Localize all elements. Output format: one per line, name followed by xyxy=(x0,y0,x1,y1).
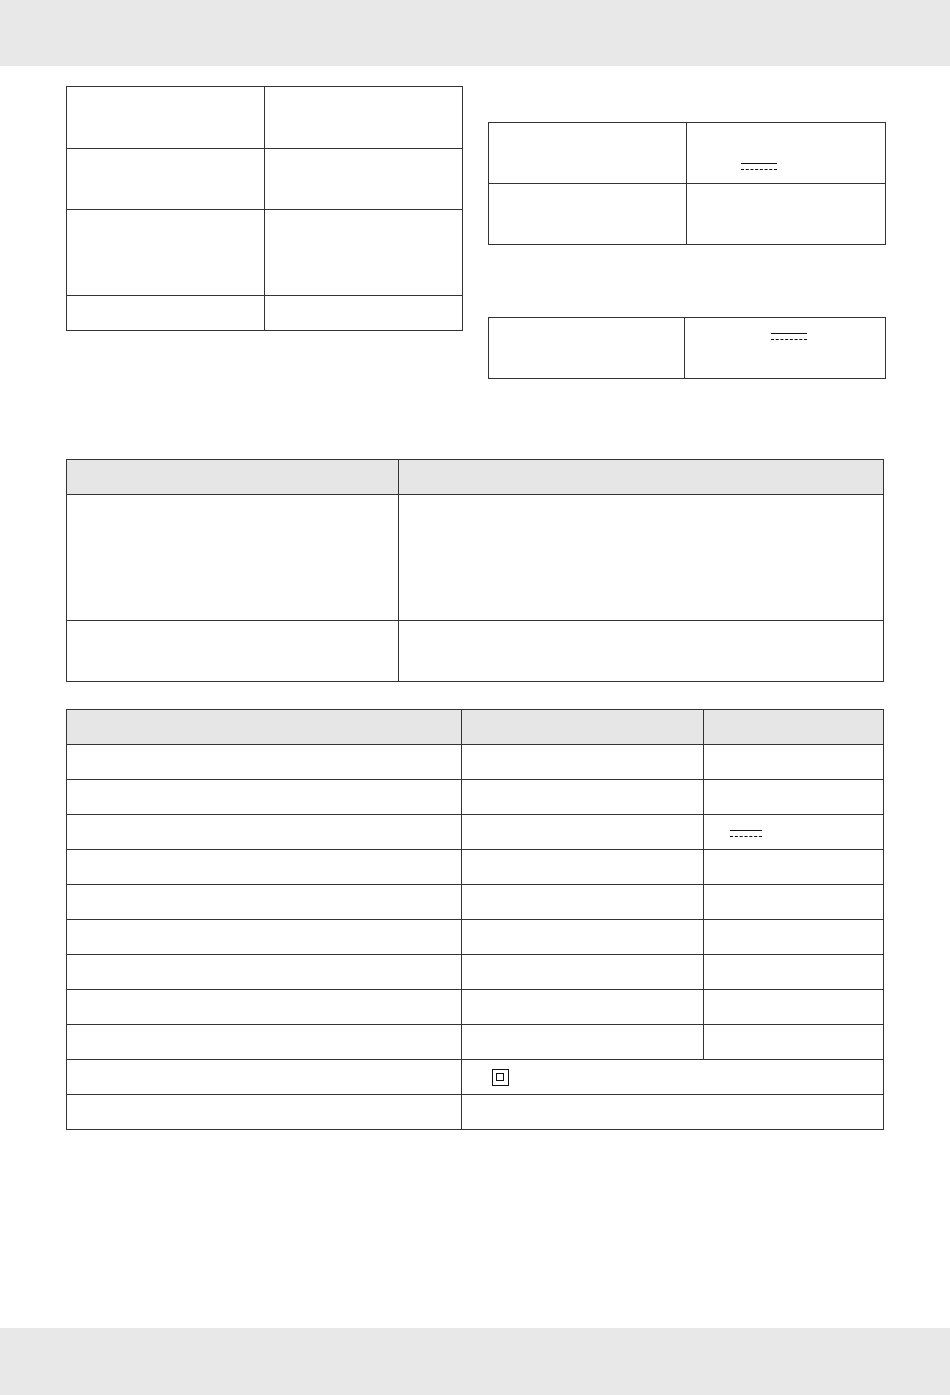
table-row xyxy=(67,87,463,149)
table-cell xyxy=(462,850,704,885)
table-cell xyxy=(67,955,462,990)
table-cell xyxy=(67,920,462,955)
table-cell xyxy=(265,87,463,149)
table-cell xyxy=(704,780,884,815)
table-cell xyxy=(67,296,265,331)
table-cell xyxy=(462,815,704,850)
table-cell xyxy=(462,990,704,1025)
table-row xyxy=(489,318,886,379)
table-cell xyxy=(489,184,687,245)
table-cell xyxy=(489,123,687,184)
table-cell xyxy=(687,123,886,184)
spec-table-top-left xyxy=(66,86,463,331)
table-header-cell xyxy=(67,460,399,495)
table-row xyxy=(67,745,884,780)
protection-class-ii-icon xyxy=(492,1069,509,1086)
table-row xyxy=(67,920,884,955)
table-cell xyxy=(265,210,463,296)
table-header-cell xyxy=(462,710,704,745)
table-cell xyxy=(462,745,704,780)
table-row xyxy=(67,990,884,1025)
table-cell xyxy=(462,955,704,990)
table-cell xyxy=(67,1095,462,1130)
table-cell xyxy=(462,780,704,815)
table-cell xyxy=(67,1025,462,1060)
direct-current-icon xyxy=(741,162,777,172)
table-row xyxy=(67,885,884,920)
table-cell xyxy=(67,210,265,296)
table-row xyxy=(67,955,884,990)
table-row xyxy=(67,1095,884,1130)
table-cell xyxy=(67,815,462,850)
spec-table-middle xyxy=(66,459,884,682)
table-cell xyxy=(704,990,884,1025)
table-header-cell xyxy=(67,710,462,745)
table-header-cell xyxy=(399,460,884,495)
table-cell xyxy=(704,1025,884,1060)
table-cell xyxy=(685,318,886,379)
table-cell xyxy=(265,149,463,210)
table-header-row xyxy=(67,460,884,495)
table-cell xyxy=(462,1095,884,1130)
table-row xyxy=(67,210,463,296)
table-cell xyxy=(67,990,462,1025)
table-cell xyxy=(462,920,704,955)
table-row xyxy=(67,815,884,850)
table-cell xyxy=(399,621,884,682)
table-row xyxy=(489,123,886,184)
table-cell xyxy=(462,1060,884,1095)
table-cell xyxy=(704,815,884,850)
table-cell xyxy=(67,1060,462,1095)
spec-table-bottom xyxy=(66,709,884,1130)
table-row xyxy=(67,495,884,621)
table-header-row xyxy=(67,710,884,745)
table-cell xyxy=(704,850,884,885)
direct-current-icon xyxy=(730,829,762,839)
table-cell xyxy=(67,745,462,780)
spec-table-top-right-b xyxy=(488,317,886,379)
footer-band xyxy=(0,1328,950,1395)
table-cell xyxy=(67,149,265,210)
table-cell xyxy=(704,920,884,955)
table-row xyxy=(489,184,886,245)
table-row xyxy=(67,1060,884,1095)
header-band xyxy=(0,0,950,66)
table-cell xyxy=(687,184,886,245)
table-row xyxy=(67,296,463,331)
table-cell xyxy=(489,318,685,379)
table-row xyxy=(67,1025,884,1060)
table-row xyxy=(67,149,463,210)
table-cell xyxy=(67,885,462,920)
table-cell xyxy=(704,745,884,780)
table-cell xyxy=(462,1025,704,1060)
spec-table-top-right-a xyxy=(488,122,886,245)
table-row xyxy=(67,780,884,815)
table-cell xyxy=(462,885,704,920)
table-cell xyxy=(265,296,463,331)
table-cell xyxy=(399,495,884,621)
table-cell xyxy=(67,495,399,621)
table-cell xyxy=(704,885,884,920)
table-row xyxy=(67,850,884,885)
table-cell xyxy=(704,955,884,990)
table-header-cell xyxy=(704,710,884,745)
table-cell xyxy=(67,850,462,885)
direct-current-icon xyxy=(771,332,807,342)
table-cell xyxy=(67,621,399,682)
table-cell xyxy=(67,87,265,149)
table-cell xyxy=(67,780,462,815)
table-row xyxy=(67,621,884,682)
